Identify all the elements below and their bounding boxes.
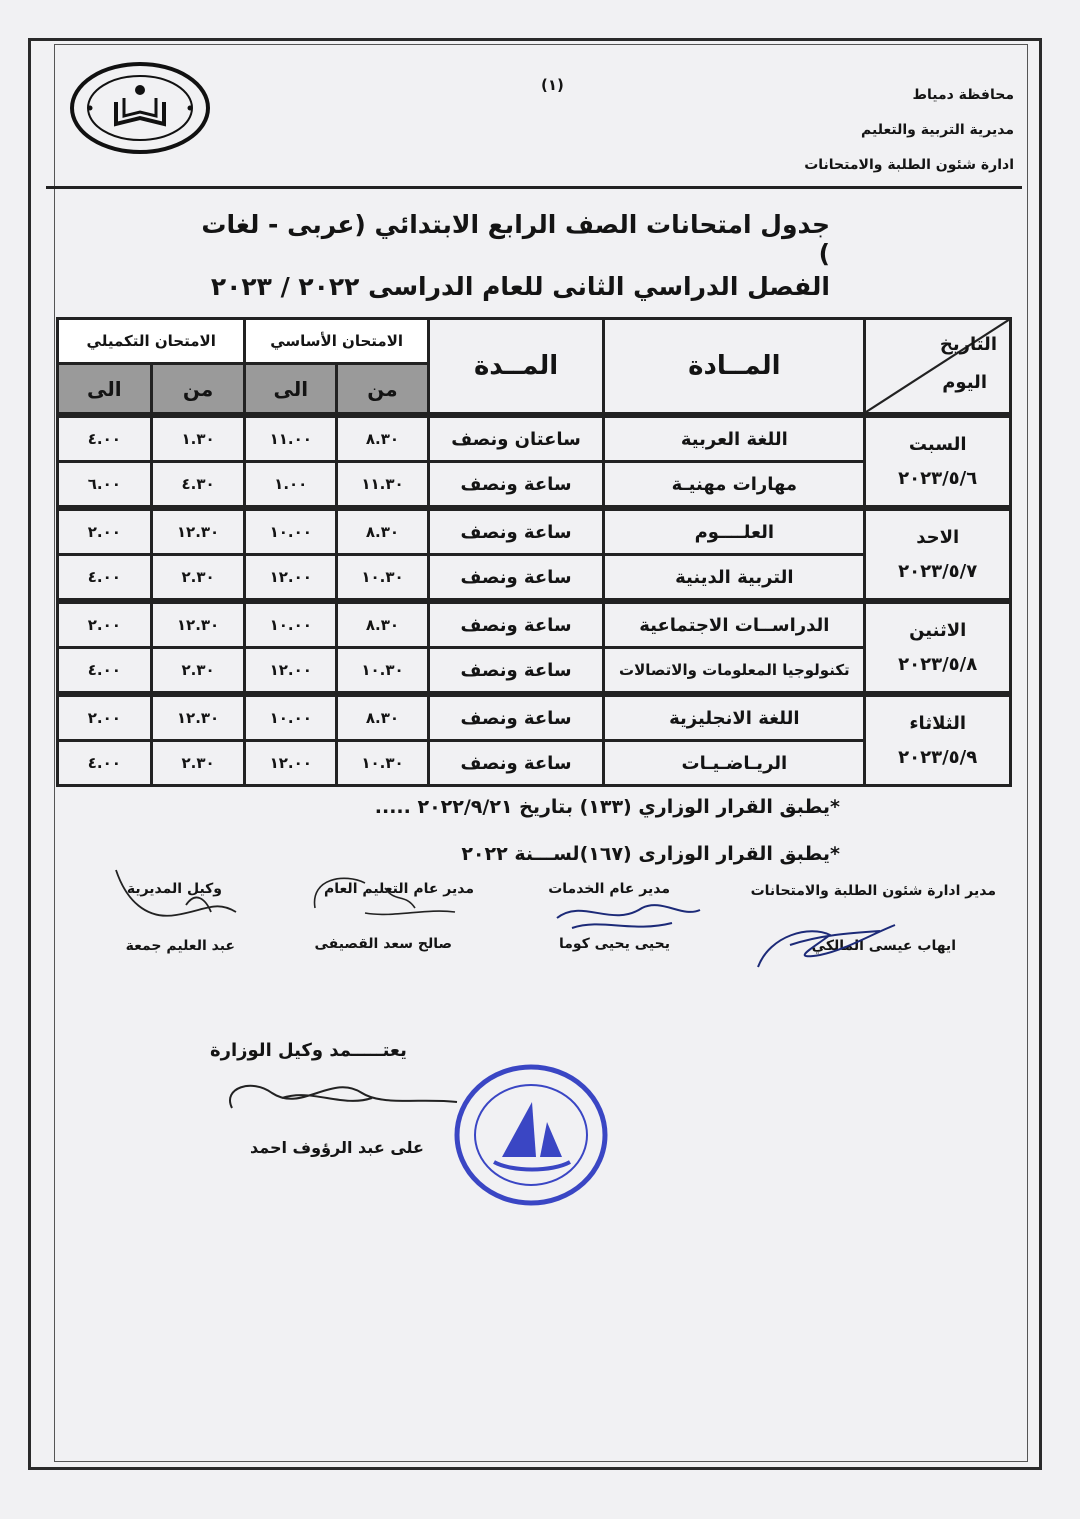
duration-cell: ساعة ونصف xyxy=(428,601,603,648)
subject-cell: التربية الدينية xyxy=(604,555,865,602)
makeup-to-header: الى xyxy=(58,364,152,415)
exam-date: ٢٠٢٣/٥/٧ xyxy=(898,560,978,582)
day-date-cell xyxy=(865,508,1011,601)
makeup-from-header: من xyxy=(151,364,245,415)
makeup-to-cell: ٢.٠٠ xyxy=(58,601,152,648)
makeup-from-cell: ١٢.٣٠ xyxy=(151,694,245,741)
signature-name: صالح سعد القصيفى xyxy=(314,936,452,952)
exam-date: ٢٠٢٣/٥/٨ xyxy=(898,653,978,675)
basic-to-header: الى xyxy=(245,364,337,415)
basic-to-cell: ١٠.٠٠ xyxy=(245,508,337,555)
governorate-name: محافظة دمياط xyxy=(912,87,1014,103)
signature-scribble-2 xyxy=(552,888,702,943)
basic-from-header: من xyxy=(337,364,429,415)
makeup-to-cell: ٤.٠٠ xyxy=(58,555,152,602)
day-name: السبت xyxy=(908,433,967,455)
basic-to-cell: ١٠.٠٠ xyxy=(245,601,337,648)
subject-cell: الدراســات الاجتماعية xyxy=(604,601,865,648)
makeup-to-cell: ٢.٠٠ xyxy=(58,694,152,741)
approval-label: يعتـــــمد وكيل الوزارة xyxy=(210,1040,407,1061)
makeup-from-cell: ١٢.٣٠ xyxy=(151,508,245,555)
signature-title: مدير عام الخدمات xyxy=(548,881,670,897)
day-name: الاثنين xyxy=(909,619,967,641)
day-name: الاحد xyxy=(916,526,960,548)
table-row xyxy=(58,415,1011,462)
basic-from-cell: ١٠.٣٠ xyxy=(337,648,429,695)
official-stamp xyxy=(452,1062,610,1208)
makeup-from-cell: ٢.٣٠ xyxy=(151,741,245,786)
exam-date: ٢٠٢٣/٥/٩ xyxy=(898,746,978,768)
signature-title: مدير ادارة شئون الطلبة والامتحانات xyxy=(750,883,996,899)
department-name: ادارة شئون الطلبة والامتحانات xyxy=(804,157,1014,173)
signature-name: ايهاب عيسى المالكي xyxy=(811,938,956,954)
subject-cell: مهارات مهنيـة xyxy=(604,462,865,509)
makeup-to-cell: ٤.٠٠ xyxy=(58,648,152,695)
makeup-from-cell: ٢.٣٠ xyxy=(151,648,245,695)
directorate-name: مديرية التربية والتعليم xyxy=(861,122,1014,138)
subject-cell: الريـاضـيـات xyxy=(604,741,865,786)
exam-schedule-table xyxy=(56,317,1012,787)
makeup-to-cell: ٤.٠٠ xyxy=(58,415,152,462)
header-divider xyxy=(46,186,1022,189)
table-row xyxy=(58,508,1011,555)
subject-header: المــادة xyxy=(604,319,865,416)
basic-to-cell: ١٢.٠٠ xyxy=(245,741,337,786)
signature-name: يحيى يحيى كوما xyxy=(558,936,670,952)
subject-cell: اللغة الانجليزية xyxy=(604,694,865,741)
term-title: الفصل الدراسي الثانى للعام الدراسى ٢٠٢٢ / ٢٠٢٣ xyxy=(210,272,830,301)
signature-scribble-4 xyxy=(106,860,256,930)
duration-cell: ساعة ونصف xyxy=(428,741,603,786)
exam-date: ٢٠٢٣/٥/٦ xyxy=(898,467,978,489)
table-row xyxy=(58,601,1011,648)
signature-scribble-3 xyxy=(305,868,465,928)
duration-cell: ساعة ونصف xyxy=(428,648,603,695)
day-name: الثلاثاء xyxy=(909,712,967,734)
subject-cell: تكنولوجيا المعلومات والاتصالات xyxy=(604,648,865,695)
date-header-label: التاريخ xyxy=(939,334,997,355)
signature-title: مدير عام التعليم العام xyxy=(324,881,474,897)
duration-cell: ساعة ونصف xyxy=(428,694,603,741)
basic-from-cell: ١١.٣٠ xyxy=(337,462,429,509)
signature-title: وكيل المديرية xyxy=(126,881,222,897)
duration-cell: ساعة ونصف xyxy=(428,508,603,555)
makeup-from-cell: ٢.٣٠ xyxy=(151,555,245,602)
makeup-to-cell: ٢.٠٠ xyxy=(58,508,152,555)
day-date-cell xyxy=(865,694,1011,786)
basic-from-cell: ٨.٣٠ xyxy=(337,508,429,555)
approval-signature xyxy=(222,1068,462,1130)
basic-to-cell: ١.٠٠ xyxy=(245,462,337,509)
institution-header xyxy=(804,78,1014,183)
makeup-from-cell: ١.٣٠ xyxy=(151,415,245,462)
basic-to-cell: ١٢.٠٠ xyxy=(245,648,337,695)
signature-name: عبد العليم جمعة xyxy=(125,938,235,954)
duration-cell: ساعة ونصف xyxy=(428,462,603,509)
schedule-title: جدول امتحانات الصف الرابع الابتدائي (عربى - لغات ) xyxy=(201,210,830,268)
duration-cell: ساعة ونصف xyxy=(428,555,603,602)
approver-name: على عبد الرؤوف احمد xyxy=(250,1138,424,1157)
subject-cell: اللغة العربية xyxy=(604,415,865,462)
day-date-cell xyxy=(865,601,1011,694)
basic-from-cell: ١٠.٣٠ xyxy=(337,741,429,786)
basic-from-cell: ٨.٣٠ xyxy=(337,415,429,462)
basic-from-cell: ٨.٣٠ xyxy=(337,601,429,648)
signature-scribble-1 xyxy=(750,905,900,975)
table-row xyxy=(58,694,1011,741)
day-date-cell xyxy=(865,415,1011,508)
subject-cell: العلــــوم xyxy=(604,508,865,555)
duration-header: المــدة xyxy=(428,319,603,416)
duration-cell: ساعتان ونصف xyxy=(428,415,603,462)
makeup-to-cell: ٦.٠٠ xyxy=(58,462,152,509)
basic-from-cell: ١٠.٣٠ xyxy=(337,555,429,602)
day-header-label: اليوم xyxy=(942,372,987,393)
date-day-header xyxy=(865,319,1011,416)
basic-to-cell: ١٢.٠٠ xyxy=(245,555,337,602)
ministerial-decree-note-1: *يطبق القرار الوزاري (١٣٣) بتاريخ ٢٠٢٢/٩/٢١ ..... xyxy=(374,796,840,818)
makeup-to-cell: ٤.٠٠ xyxy=(58,741,152,786)
ministerial-decree-note-2: *يطبق القرار الوزارى (١٦٧)لســـنة ٢٠٢٢ xyxy=(461,843,840,865)
page-number: (١) xyxy=(541,76,564,94)
makeup-exam-header: الامتحان التكميلي xyxy=(58,319,245,364)
makeup-from-cell: ١٢.٣٠ xyxy=(151,601,245,648)
department-logo xyxy=(70,62,210,154)
basic-to-cell: ١٠.٠٠ xyxy=(245,694,337,741)
basic-exam-header: الامتحان الأساسي xyxy=(245,319,428,364)
makeup-from-cell: ٤.٣٠ xyxy=(151,462,245,509)
basic-from-cell: ٨.٣٠ xyxy=(337,694,429,741)
basic-to-cell: ١١.٠٠ xyxy=(245,415,337,462)
